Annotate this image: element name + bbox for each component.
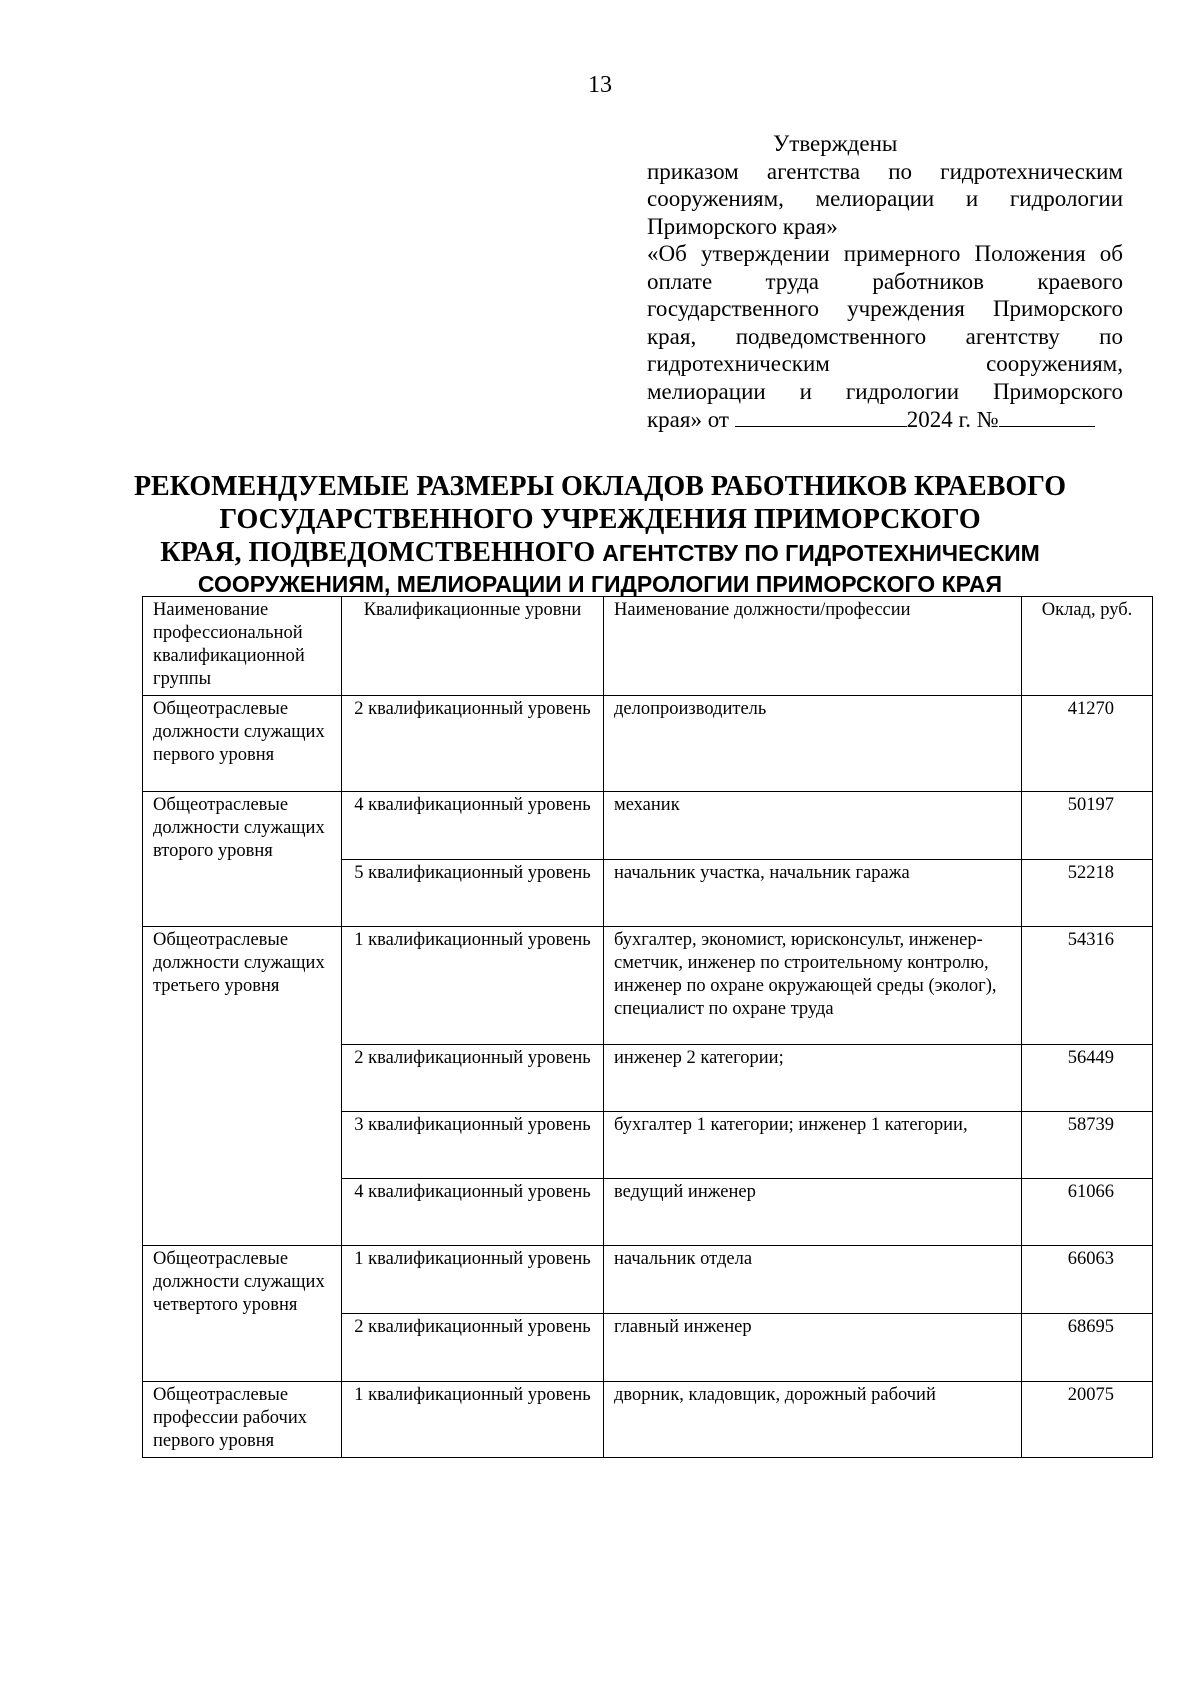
position-cell: делопроизводитель: [604, 696, 1022, 792]
salary-cell: 68695: [1022, 1314, 1153, 1382]
document-title: [0, 470, 1200, 598]
approval-line: оплате труда работников краевого: [647, 268, 1123, 294]
approval-line: приказом агентства по гидротехническим: [647, 158, 1123, 184]
header-position: Наименование должности/профессии: [604, 597, 1022, 696]
level-cell: 1 квалификационный уровень: [342, 1382, 604, 1458]
level-cell: 2 квалификационный уровень: [342, 1045, 604, 1112]
position-cell: начальник отдела: [604, 1246, 1022, 1314]
date-blank: [735, 405, 907, 427]
position-cell: дворник, кладовщик, дорожный рабочий: [604, 1382, 1022, 1458]
level-cell: 5 квалификационный уровень: [342, 860, 604, 927]
salary-cell: 61066: [1022, 1179, 1153, 1246]
approval-line: края, подведомственного агентству по: [647, 323, 1123, 349]
header-salary: Оклад, руб.: [1022, 597, 1153, 696]
table-header-row: [143, 597, 1153, 696]
title-line: СООРУЖЕНИЯМ, МЕЛИОРАЦИИ И ГИДРОЛОГИИ ПРИМОРСКОГО КРАЯ: [197, 571, 1003, 597]
header-group: Наименование профессиональной квалификационной группы: [143, 597, 342, 696]
table-row: [143, 1246, 1153, 1314]
salary-table: [142, 596, 1153, 1458]
title-line: ГОСУДАРСТВЕННОГО УЧРЕЖДЕНИЯ ПРИМОРСКОГО: [219, 504, 981, 535]
approval-line: «Об утверждении примерного Положения об: [647, 241, 1123, 266]
number-blank: [999, 405, 1095, 427]
salary-cell: 56449: [1022, 1045, 1153, 1112]
approval-heading: Утверждены: [773, 131, 898, 156]
table-row: [143, 927, 1153, 1045]
approval-line: мелиорации и гидрологии Приморского: [647, 378, 1123, 404]
salary-cell: 54316: [1022, 927, 1153, 1045]
level-cell: 4 квалификационный уровень: [342, 1179, 604, 1246]
level-cell: 3 квалификационный уровень: [342, 1112, 604, 1179]
salary-cell: 58739: [1022, 1112, 1153, 1179]
salary-cell: 66063: [1022, 1246, 1153, 1314]
position-cell: бухгалтер, экономист, юрисконсульт, инженер-сметчик, инженер по строительному контролю, инженер по охране окружающей среды (эколог), специалист по охране труда: [604, 927, 1022, 1045]
approval-line: Приморского края»: [647, 213, 838, 239]
page-number: 13: [588, 72, 612, 98]
position-cell: ведущий инженер: [604, 1179, 1022, 1246]
level-cell: 1 квалификационный уровень: [342, 1246, 604, 1314]
level-cell: 2 квалификационный уровень: [342, 1314, 604, 1382]
table-row: [143, 792, 1153, 860]
position-cell: главный инженер: [604, 1314, 1022, 1382]
header-level: Квалификационные уровни: [342, 597, 604, 696]
title-line: РЕКОМЕНДУЕМЫЕ РАЗМЕРЫ ОКЛАДОВ РАБОТНИКОВ КРАЕВОГО: [133, 471, 1067, 502]
title-line-mixed: КРАЯ, ПОДВЕДОМСТВЕННОГО АГЕНТСТВУ ПО ГИДРОТЕХНИЧЕСКИМ: [160, 537, 1040, 568]
approval-line: сооружениям, мелиорации и гидрологии: [647, 186, 1123, 211]
approval-date-year: 2024 г. №: [906, 407, 999, 432]
group-name: Общеотраслевые должности служащих четвертого уровня: [143, 1246, 342, 1382]
group-name: Общеотраслевые должности служащих второго уровня: [143, 792, 342, 927]
group-name: Общеотраслевые должности служащих первого уровня: [143, 696, 342, 792]
approval-line: гидротехническим сооружениям,: [647, 351, 1123, 376]
approval-date-prefix: края» от: [647, 407, 729, 432]
group-name: Общеотраслевые должности служащих третьего уровня: [143, 927, 342, 1246]
position-cell: инженер 2 категории;: [604, 1045, 1022, 1112]
table-row: [143, 1382, 1153, 1458]
group-name: Общеотраслевые профессии рабочих первого уровня: [143, 1382, 342, 1458]
approval-line: государственного учреждения Приморского: [647, 296, 1123, 321]
position-cell: начальник участка, начальник гаража: [604, 860, 1022, 927]
salary-cell: 20075: [1022, 1382, 1153, 1458]
salary-cell: 52218: [1022, 860, 1153, 927]
salary-cell: 50197: [1022, 792, 1153, 860]
position-cell: механик: [604, 792, 1022, 860]
position-cell: бухгалтер 1 категории; инженер 1 категории,: [604, 1112, 1022, 1179]
level-cell: 1 квалификационный уровень: [342, 927, 604, 1045]
approval-block: [647, 130, 1123, 434]
level-cell: 4 квалификационный уровень: [342, 792, 604, 860]
approval-date-line: [647, 405, 1123, 434]
salary-cell: 41270: [1022, 696, 1153, 792]
table-row: [143, 696, 1153, 792]
level-cell: 2 квалификационный уровень: [342, 696, 604, 792]
